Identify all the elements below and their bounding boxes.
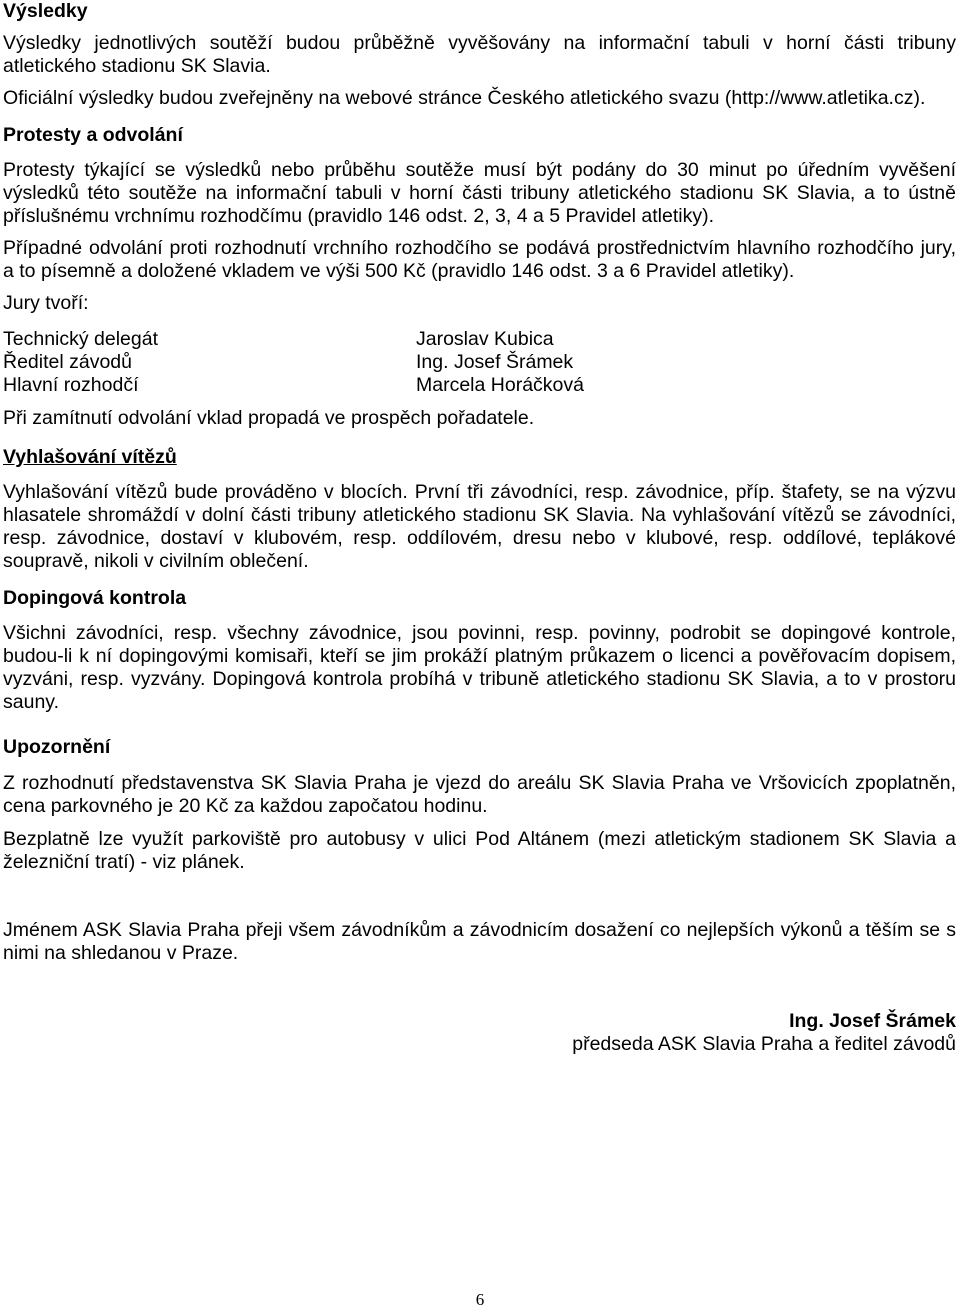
- protesty-paragraph-3: Při zamítnutí odvolání vklad propadá ve prospěch pořadatele.: [3, 407, 535, 429]
- jury-row: [3, 374, 956, 397]
- protesty-paragraph-2: Případné odvolání proti rozhodnutí vrchního rozhodčího se podává prostřednictvím hlavního rozhodčího jury, a to písemně a doložené vkladem ve výši 500 Kč (pravidlo 146 odst. 3 a 6 Pravidel atletiky).: [3, 237, 956, 282]
- jury-role: Technický delegát: [3, 328, 159, 350]
- document-page: [3, 0, 956, 1056]
- heading-vyhlasovani: Vyhlašování vítězů: [3, 446, 177, 468]
- jury-person: Ing. Josef Šrámek: [416, 351, 574, 373]
- signature-title: předseda ASK Slavia Praha a ředitel závodů: [572, 1033, 956, 1055]
- jury-label: Jury tvoří:: [3, 292, 89, 314]
- jury-person: Marcela Horáčková: [416, 374, 584, 396]
- heading-upozorneni: Upozornění: [3, 736, 111, 758]
- closing-paragraph: Jménem ASK Slavia Praha přeji všem závodníkům a závodnicím dosažení co nejlepších výkonů a těším se s nimi na shledanou v Praze.: [3, 919, 956, 964]
- jury-role: Hlavní rozhodčí: [3, 374, 139, 396]
- upozorneni-paragraph-2: Bezplatně lze využít parkoviště pro autobusy v ulici Pod Altánem (mezi atletickým stadionem SK Slavia a železniční tratí) - viz plánek.: [3, 828, 956, 873]
- upozorneni-paragraph-1: Z rozhodnutí představenstva SK Slavia Praha je vjezd do areálu SK Slavia Praha ve Vršovicích zpoplatněn, cena parkovného je 20 Kč za každou započatou hodinu.: [3, 772, 956, 817]
- jury-person: Jaroslav Kubica: [416, 328, 554, 350]
- page-number: 6: [475, 1290, 485, 1309]
- jury-row: [3, 328, 956, 351]
- jury-role: Ředitel závodů: [3, 351, 132, 373]
- heading-protesty: Protesty a odvolání: [3, 124, 183, 146]
- signature-name: Ing. Josef Šrámek: [789, 1010, 956, 1032]
- doping-paragraph-1: Všichni závodníci, resp. všechny závodnice, jsou povinni, resp. povinny, podrobit se dopingové kontrole, budou-li k ní dopingovými komisaři, kteří se jim prokáží platným průkazem o licenci a pověřovacím dopisem, vyzváni, resp. vyzvány. Dopingová kontrola probíhá v tribuně atletického stadionu SK Slavia, a to v prostoru sauny.: [3, 622, 956, 713]
- protesty-paragraph-1: Protesty týkající se výsledků nebo průběhu soutěže musí být podány do 30 minut po úředním vyvěšení výsledků této soutěže na informační tabuli v horní části tribuny atletického stadionu SK Slavia, a to ústně příslušnému vrchnímu rozhodčímu (pravidlo 146 odst. 2, 3, 4 a 5 Pravidel atletiky).: [3, 159, 956, 227]
- jury-row: [3, 351, 956, 374]
- vysledky-paragraph-1: Výsledky jednotlivých soutěží budou průběžně vyvěšovány na informační tabuli v horní části tribuny atletického stadionu SK Slavia.: [3, 32, 956, 77]
- jury-table: [3, 328, 956, 397]
- heading-doping: Dopingová kontrola: [3, 587, 187, 609]
- heading-vysledky: Výsledky: [3, 0, 88, 22]
- vyhlasovani-paragraph-1: Vyhlašování vítězů bude prováděno v blocích. První tři závodníci, resp. závodnice, příp. štafety, se na výzvu hlasatele shromáždí v dolní části tribuny atletického stadionu SK Slavia. Na vyhlašování vítězů se závodníci, resp. závodnice, dostaví v klubovém, resp. oddílovém, dresu nebo v klubové, resp. oddílové, teplákové soupravě, nikoli v civilním oblečení.: [3, 481, 956, 572]
- vysledky-paragraph-2: Oficiální výsledky budou zveřejněny na webové stránce Českého atletického svazu (http://www.atletika.cz).: [3, 87, 926, 109]
